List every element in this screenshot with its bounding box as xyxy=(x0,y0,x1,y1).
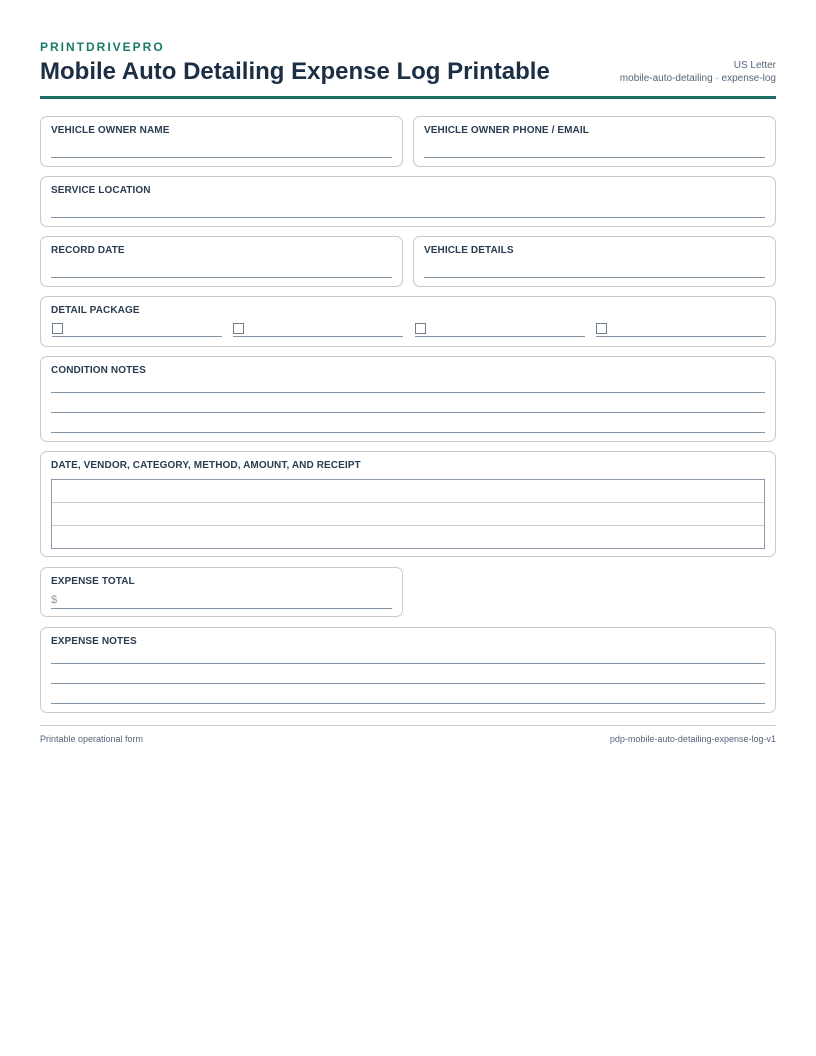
expense-table-field xyxy=(40,451,776,557)
table-row[interactable] xyxy=(52,503,764,526)
package-option-1[interactable] xyxy=(52,323,222,337)
owner-name-label: VEHICLE OWNER NAME xyxy=(51,125,170,136)
record-date-field[interactable] xyxy=(40,236,403,287)
page-header xyxy=(40,40,776,100)
detail-package-field xyxy=(40,296,776,347)
vehicle-details-line[interactable] xyxy=(424,277,765,278)
checkbox-icon[interactable] xyxy=(415,323,426,334)
brand-name: PRINTDRIVEPRO xyxy=(40,40,165,54)
package-option-line[interactable] xyxy=(596,336,766,337)
table-row[interactable] xyxy=(52,526,764,549)
owner-name-line[interactable] xyxy=(51,157,392,158)
expense-notes-line[interactable] xyxy=(51,703,765,704)
expense-total-label: EXPENSE TOTAL xyxy=(51,576,135,587)
vehicle-details-label: VEHICLE DETAILS xyxy=(424,245,514,256)
owner-contact-label: VEHICLE OWNER PHONE / EMAIL xyxy=(424,125,589,136)
condition-notes-line[interactable] xyxy=(51,392,765,393)
expense-notes-label: EXPENSE NOTES xyxy=(51,636,137,647)
service-location-field[interactable] xyxy=(40,176,776,227)
checkbox-icon[interactable] xyxy=(233,323,244,334)
footer-rule xyxy=(40,725,776,726)
currency-prefix: $ xyxy=(51,594,58,606)
service-location-line[interactable] xyxy=(51,217,765,218)
expense-table-label: DATE, VENDOR, CATEGORY, METHOD, AMOUNT, AND RECEIPT xyxy=(51,460,361,471)
expense-total-field[interactable] xyxy=(40,567,403,617)
checkbox-icon[interactable] xyxy=(596,323,607,334)
package-option-line[interactable] xyxy=(52,336,222,337)
footer-right: pdp-mobile-auto-detailing-expense-log-v1 xyxy=(609,734,776,744)
footer-left: Printable operational form xyxy=(40,734,144,744)
paper-size: US Letter xyxy=(733,60,776,71)
condition-notes-field[interactable] xyxy=(40,356,776,442)
package-option-2[interactable] xyxy=(233,323,403,337)
package-option-line[interactable] xyxy=(415,336,585,337)
record-date-line[interactable] xyxy=(51,277,392,278)
page-title: Mobile Auto Detailing Expense Log Printable xyxy=(40,58,550,85)
record-date-label: RECORD DATE xyxy=(51,245,125,256)
form-slug: mobile-auto-detailing · expense-log xyxy=(619,73,776,84)
package-option-4[interactable] xyxy=(596,323,766,337)
header-rule xyxy=(40,96,776,99)
expense-total-line[interactable] xyxy=(51,608,392,609)
vehicle-details-field[interactable] xyxy=(413,236,776,287)
detail-package-label: DETAIL PACKAGE xyxy=(51,305,140,316)
package-option-line[interactable] xyxy=(233,336,403,337)
condition-notes-line[interactable] xyxy=(51,432,765,433)
owner-name-field[interactable] xyxy=(40,116,403,167)
package-option-3[interactable] xyxy=(415,323,585,337)
condition-notes-label: CONDITION NOTES xyxy=(51,365,146,376)
table-row[interactable] xyxy=(52,480,764,503)
expense-notes-field[interactable] xyxy=(40,627,776,713)
expense-notes-line[interactable] xyxy=(51,683,765,684)
service-location-label: SERVICE LOCATION xyxy=(51,185,151,196)
page-meta xyxy=(620,59,776,85)
condition-notes-line[interactable] xyxy=(51,412,765,413)
owner-contact-field[interactable] xyxy=(413,116,776,167)
expense-notes-line[interactable] xyxy=(51,663,765,664)
expense-table xyxy=(51,479,765,549)
owner-contact-line[interactable] xyxy=(424,157,765,158)
checkbox-icon[interactable] xyxy=(52,323,63,334)
